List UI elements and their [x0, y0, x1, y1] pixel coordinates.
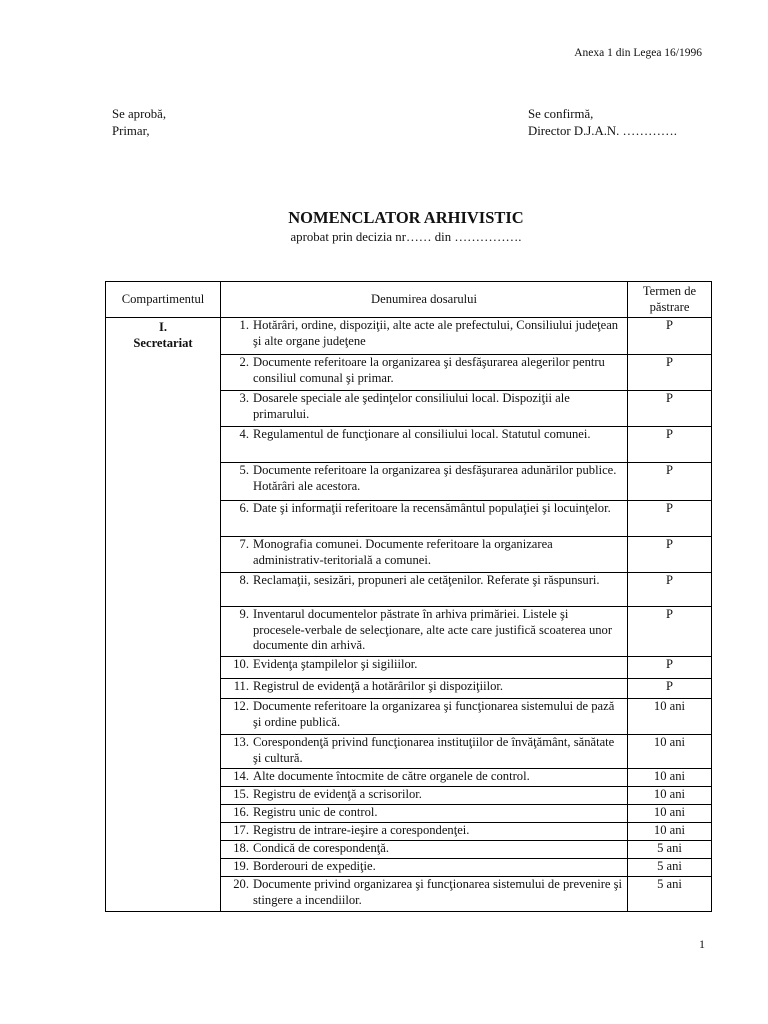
- retention-term: P: [628, 573, 712, 607]
- retention-term: P: [628, 501, 712, 537]
- row-number: 9.: [239, 607, 249, 621]
- retention-term: P: [628, 607, 712, 657]
- file-name-text: Monografia comunei. Documente referitoare la organizarea administrativ-teritorială a comunei.: [253, 537, 553, 567]
- row-number: 2.: [239, 355, 249, 369]
- file-name-text: Evidenţa ştampilelor şi sigiliilor.: [253, 657, 418, 671]
- header-file-name: Denumirea dosarului: [221, 282, 628, 318]
- file-name-cell: [221, 787, 628, 805]
- row-number: 20.: [233, 877, 249, 891]
- retention-term: 5 ani: [628, 859, 712, 877]
- row-number: 10.: [233, 657, 249, 671]
- file-name-cell: [221, 463, 628, 501]
- file-name-cell: [221, 391, 628, 427]
- page-number: 1: [699, 937, 705, 951]
- confirmation-signatory: Director D.J.A.N. ………….: [528, 123, 677, 138]
- approval-signatory: Primar,: [112, 123, 150, 138]
- row-number: 5.: [239, 463, 249, 477]
- file-name-cell: [221, 823, 628, 841]
- table-header-row: [106, 282, 712, 318]
- file-name-cell: [221, 573, 628, 607]
- row-number: 4.: [239, 427, 249, 441]
- row-number: 17.: [233, 823, 249, 837]
- nomenclature-table: [105, 281, 712, 912]
- file-name-text: Reclamaţii, sesizări, propuneri ale cetăţenilor. Referate şi răspunsuri.: [253, 573, 600, 587]
- file-name-text: Regulamentul de funcţionare al consiliului local. Statutul comunei.: [253, 427, 591, 441]
- file-name-cell: [221, 805, 628, 823]
- row-number: 14.: [233, 769, 249, 783]
- retention-term: 5 ani: [628, 877, 712, 912]
- department-cell: [106, 318, 221, 912]
- row-number: 15.: [233, 787, 249, 801]
- file-name-cell: [221, 735, 628, 769]
- retention-term: P: [628, 679, 712, 699]
- retention-term: 10 ani: [628, 735, 712, 769]
- retention-term: 10 ani: [628, 699, 712, 735]
- approval-block: [112, 106, 166, 139]
- file-name-text: Dosarele speciale ale şedinţelor consiliului local. Dispoziţii ale primarului.: [253, 391, 570, 421]
- department-name: Secretariat: [133, 336, 193, 351]
- retention-term: P: [628, 355, 712, 391]
- row-number: 12.: [233, 699, 249, 713]
- retention-term: P: [628, 318, 712, 355]
- file-name-cell: [221, 355, 628, 391]
- file-name-cell: [221, 841, 628, 859]
- header-department: Compartimentul: [106, 282, 221, 318]
- table-body: [106, 318, 712, 912]
- retention-term: P: [628, 537, 712, 573]
- file-name-text: Documente referitoare la organizarea şi funcţionarea sistemului de pază şi ordine publică.: [253, 699, 615, 729]
- approval-line: Se aprobă,: [112, 107, 167, 121]
- file-name-text: Alte documente întocmite de către organele de control.: [253, 769, 530, 783]
- row-number: 13.: [233, 735, 249, 749]
- file-name-cell: [221, 769, 628, 787]
- file-name-cell: [221, 501, 628, 537]
- annex-reference: Anexa 1 din Legea 16/1996: [574, 47, 702, 59]
- row-number: 6.: [239, 501, 249, 515]
- row-number: 19.: [233, 859, 249, 873]
- file-name-cell: [221, 657, 628, 679]
- file-name-text: Hotărâri, ordine, dispoziţii, alte acte ale prefectului, Consiliului judeţean şi alte organe judeţene: [253, 318, 619, 348]
- file-name-cell: [221, 607, 628, 657]
- retention-term: P: [628, 463, 712, 501]
- row-number: 8.: [239, 573, 249, 587]
- file-name-text: Borderouri de expediţie.: [253, 859, 376, 873]
- file-name-text: Registrul de evidenţă a hotărârilor şi dispoziţiilor.: [253, 679, 504, 693]
- retention-term: P: [628, 657, 712, 679]
- file-name-text: Inventarul documentelor păstrate în arhiva primăriei. Listele şi procesele-verbale de selecţionare, alte acte care justifică scoaterea unor documente din arhivă.: [253, 607, 613, 653]
- confirmation-line: Se confirmă,: [528, 107, 594, 121]
- confirmation-block: [528, 106, 677, 139]
- file-name-text: Documente referitoare la organizarea şi desfăşurarea adunărilor publice. Hotărâri ale acestora.: [253, 463, 617, 493]
- row-number: 3.: [239, 391, 249, 405]
- row-number: 1.: [239, 318, 249, 332]
- file-name-cell: [221, 679, 628, 699]
- row-number: 18.: [233, 841, 249, 855]
- file-name-cell: [221, 537, 628, 573]
- retention-term: 10 ani: [628, 823, 712, 841]
- retention-term: 10 ani: [628, 787, 712, 805]
- file-name-cell: [221, 859, 628, 877]
- file-name-text: Registru de intrare-ieşire a corespondenţei.: [253, 823, 470, 837]
- retention-term: P: [628, 391, 712, 427]
- file-name-text: Corespondenţă privind funcţionarea instituţiilor de învăţământ, sănătate şi cultură.: [253, 735, 615, 765]
- retention-term: 5 ani: [628, 841, 712, 859]
- file-name-text: Registru unic de control.: [253, 805, 378, 819]
- document-title: NOMENCLATOR ARHIVISTIC: [288, 208, 524, 227]
- row-number: 11.: [233, 679, 249, 693]
- department-number: I.: [158, 320, 168, 334]
- retention-term: 10 ani: [628, 805, 712, 823]
- table-row: [106, 318, 712, 355]
- row-number: 16.: [233, 805, 249, 819]
- file-name-cell: [221, 877, 628, 912]
- file-name-text: Date şi informaţii referitoare la recensământul populaţiei şi locuinţelor.: [253, 501, 611, 515]
- document-subtitle: aprobat prin decizia nr…… din …………….: [290, 230, 522, 244]
- row-number: 7.: [239, 537, 249, 551]
- file-name-text: Documente privind organizarea şi funcţionarea sistemului de prevenire şi stingere a incendiilor.: [253, 877, 623, 907]
- file-name-cell: [221, 699, 628, 735]
- retention-term: 10 ani: [628, 769, 712, 787]
- file-name-cell: [221, 318, 628, 355]
- file-name-text: Registru de evidenţă a scrisorilor.: [253, 787, 422, 801]
- header-retention: Termen de păstrare: [628, 282, 712, 318]
- file-name-cell: [221, 427, 628, 463]
- retention-term: P: [628, 427, 712, 463]
- file-name-text: Condică de corespondenţă.: [253, 841, 390, 855]
- file-name-text: Documente referitoare la organizarea şi desfăşurarea alegerilor pentru consiliul comunal şi primar.: [253, 355, 605, 385]
